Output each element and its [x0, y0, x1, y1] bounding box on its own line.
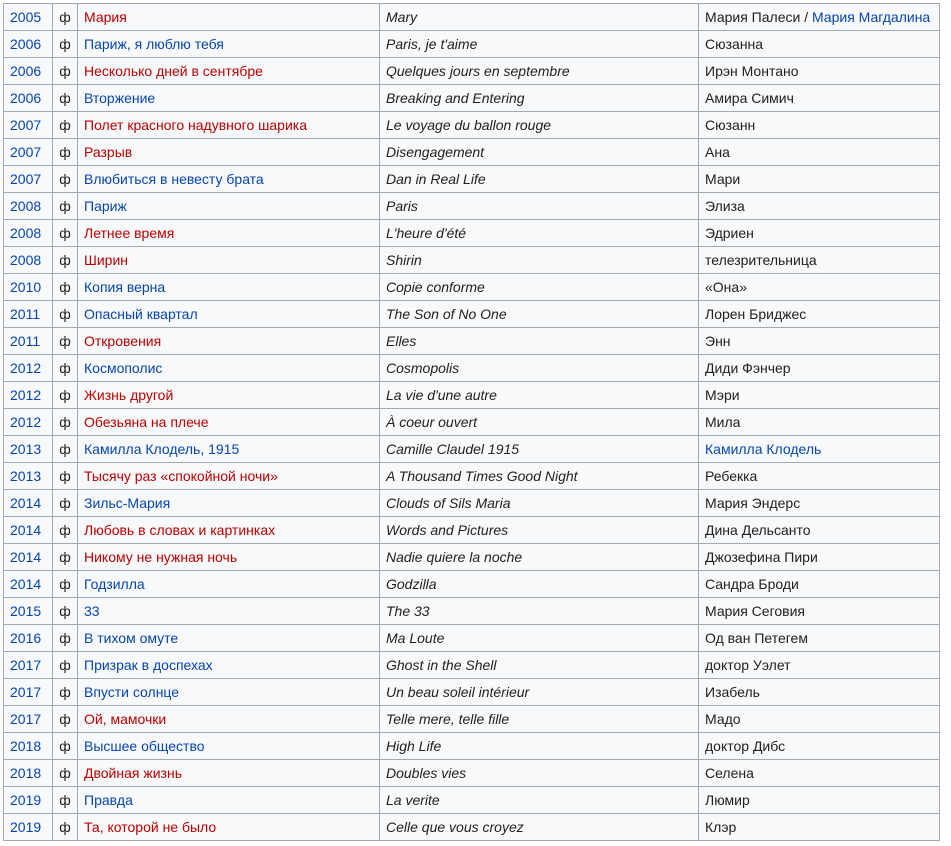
original-title-cell: Camille Claudel 1915: [380, 436, 699, 463]
original-title-cell: The 33: [380, 598, 699, 625]
year-link[interactable]: 2013: [10, 468, 42, 484]
role-cell: [699, 301, 940, 328]
media-type-cell: ф: [53, 787, 78, 814]
role-cell: [699, 247, 940, 274]
film-title-link[interactable]: Впусти солнце: [84, 684, 180, 700]
table-row: [4, 463, 940, 490]
table-row: [4, 652, 940, 679]
media-type-cell: ф: [53, 706, 78, 733]
original-title-cell: Disengagement: [380, 139, 699, 166]
table-row: [4, 598, 940, 625]
year-cell[interactable]: [4, 85, 53, 112]
title-cell[interactable]: [78, 85, 380, 112]
original-title-cell: Elles: [380, 328, 699, 355]
table-row: [4, 193, 940, 220]
role-text: Ирэн Монтано: [705, 63, 799, 79]
year-link[interactable]: 2007: [10, 144, 42, 160]
table-row: [4, 355, 940, 382]
film-title-link[interactable]: Париж: [84, 198, 127, 214]
role-text: Дина Дельсанто: [705, 522, 811, 538]
year-link[interactable]: 2006: [10, 63, 42, 79]
year-cell[interactable]: [4, 787, 53, 814]
original-title-cell: Doubles vies: [380, 760, 699, 787]
year-cell[interactable]: [4, 112, 53, 139]
role-cell: [699, 85, 940, 112]
year-cell[interactable]: [4, 760, 53, 787]
table-row: [4, 301, 940, 328]
film-title-link[interactable]: Призрак в доспехах: [84, 657, 213, 673]
year-link[interactable]: 2018: [10, 765, 42, 781]
title-cell[interactable]: [78, 490, 380, 517]
role-text: Мила: [705, 414, 741, 430]
table-row: [4, 274, 940, 301]
year-cell[interactable]: [4, 58, 53, 85]
year-cell[interactable]: [4, 382, 53, 409]
title-cell[interactable]: [78, 301, 380, 328]
table-row: [4, 760, 940, 787]
year-cell[interactable]: [4, 274, 53, 301]
film-title-link[interactable]: Обезьяна на плече: [84, 414, 209, 430]
year-link[interactable]: 2006: [10, 90, 42, 106]
role-text: Диди Фэнчер: [705, 360, 791, 376]
role-text: Сюзанна: [705, 36, 764, 52]
role-text: Эдриен: [705, 225, 754, 241]
film-title-link[interactable]: 33: [84, 603, 100, 619]
title-cell[interactable]: [78, 679, 380, 706]
role-text: Сандра Броди: [705, 576, 799, 592]
film-title-link[interactable]: Откровения: [84, 333, 162, 349]
original-title-cell: Ma Loute: [380, 625, 699, 652]
role-cell: [699, 814, 940, 841]
table-row: [4, 706, 940, 733]
title-cell[interactable]: [78, 247, 380, 274]
media-type-cell: ф: [53, 544, 78, 571]
film-title-link[interactable]: Ширин: [84, 252, 128, 268]
original-title-cell: La vie d'une autre: [380, 382, 699, 409]
year-link[interactable]: 2005: [10, 9, 42, 25]
role-cell: [699, 436, 940, 463]
role-text: Мадо: [705, 711, 741, 727]
year-link[interactable]: 2008: [10, 252, 42, 268]
role-cell: [699, 733, 940, 760]
original-title-cell: Breaking and Entering: [380, 85, 699, 112]
filmography-table: [3, 3, 940, 841]
original-title-cell: Mary: [380, 4, 699, 31]
original-title-cell: Clouds of Sils Maria: [380, 490, 699, 517]
title-cell[interactable]: [78, 112, 380, 139]
media-type-cell: ф: [53, 436, 78, 463]
media-type-cell: ф: [53, 4, 78, 31]
film-title-link[interactable]: Ой, мамочки: [84, 711, 167, 727]
year-cell[interactable]: [4, 490, 53, 517]
media-type-cell: ф: [53, 517, 78, 544]
role-cell: [699, 382, 940, 409]
film-title-link[interactable]: Разрыв: [84, 144, 133, 160]
year-link[interactable]: 2011: [10, 333, 41, 349]
original-title-cell: A Thousand Times Good Night: [380, 463, 699, 490]
role-text: Ана: [705, 144, 730, 160]
role-text: Мария Палеси /: [705, 9, 812, 25]
role-cell: [699, 409, 940, 436]
film-title-link[interactable]: Опасный квартал: [84, 306, 198, 322]
year-cell[interactable]: [4, 463, 53, 490]
year-cell[interactable]: [4, 652, 53, 679]
role-text: Мария Эндерс: [705, 495, 801, 511]
title-cell[interactable]: [78, 787, 380, 814]
role-cell: [699, 760, 940, 787]
role-cell: [699, 139, 940, 166]
original-title-cell: Telle mere, telle fille: [380, 706, 699, 733]
year-cell[interactable]: [4, 4, 53, 31]
film-title-link[interactable]: Влюбиться в невесту брата: [84, 171, 264, 187]
media-type-cell: ф: [53, 733, 78, 760]
media-type-cell: ф: [53, 463, 78, 490]
title-cell[interactable]: [78, 409, 380, 436]
film-title-link[interactable]: Зильс-Мария: [84, 495, 171, 511]
original-title-cell: High Life: [380, 733, 699, 760]
media-type-cell: ф: [53, 760, 78, 787]
title-cell[interactable]: [78, 274, 380, 301]
title-cell[interactable]: [78, 139, 380, 166]
title-cell[interactable]: [78, 517, 380, 544]
original-title-cell: Cosmopolis: [380, 355, 699, 382]
table-row: [4, 625, 940, 652]
table-row: [4, 382, 940, 409]
title-cell[interactable]: [78, 328, 380, 355]
role-cell: [699, 598, 940, 625]
role-text: Мари: [705, 171, 741, 187]
role-text: Сюзанн: [705, 117, 756, 133]
film-title-link[interactable]: Жизнь другой: [84, 387, 174, 403]
year-cell[interactable]: [4, 544, 53, 571]
media-type-cell: ф: [53, 58, 78, 85]
year-link[interactable]: 2008: [10, 225, 42, 241]
film-title-link[interactable]: Мария: [84, 9, 127, 25]
role-text: Энн: [705, 333, 731, 349]
media-type-cell: ф: [53, 274, 78, 301]
year-link[interactable]: 2007: [10, 117, 42, 133]
year-link[interactable]: 2011: [10, 306, 41, 322]
original-title-cell: Nadie quiere la noche: [380, 544, 699, 571]
year-cell[interactable]: [4, 679, 53, 706]
original-title-cell: Dan in Real Life: [380, 166, 699, 193]
year-cell[interactable]: [4, 247, 53, 274]
year-link[interactable]: 2015: [10, 603, 42, 619]
media-type-cell: ф: [53, 328, 78, 355]
table-row: [4, 733, 940, 760]
media-type-cell: ф: [53, 301, 78, 328]
media-type-cell: ф: [53, 355, 78, 382]
title-cell[interactable]: [78, 220, 380, 247]
title-cell[interactable]: [78, 571, 380, 598]
title-cell[interactable]: [78, 193, 380, 220]
table-row: [4, 787, 940, 814]
original-title-cell: Le voyage du ballon rouge: [380, 112, 699, 139]
role-cell: [699, 193, 940, 220]
role-cell: [699, 571, 940, 598]
year-cell[interactable]: [4, 328, 53, 355]
title-cell[interactable]: [78, 382, 380, 409]
title-cell[interactable]: [78, 733, 380, 760]
table-row: [4, 328, 940, 355]
table-row: [4, 85, 940, 112]
year-link[interactable]: 2014: [10, 549, 42, 565]
year-link[interactable]: 2019: [10, 819, 42, 835]
title-cell[interactable]: [78, 463, 380, 490]
role-cell: [699, 58, 940, 85]
table-row: [4, 436, 940, 463]
film-title-link[interactable]: Любовь в словах и картинках: [84, 522, 276, 538]
year-cell[interactable]: [4, 733, 53, 760]
year-cell[interactable]: [4, 220, 53, 247]
year-link[interactable]: 2017: [10, 657, 42, 673]
year-link[interactable]: 2007: [10, 171, 42, 187]
role-text: Лорен Бриджес: [705, 306, 807, 322]
title-cell[interactable]: [78, 544, 380, 571]
role-text: «Она»: [705, 279, 747, 295]
media-type-cell: ф: [53, 112, 78, 139]
original-title-cell: L'heure d'été: [380, 220, 699, 247]
table-row: [4, 4, 940, 31]
media-type-cell: ф: [53, 382, 78, 409]
table-row: [4, 409, 940, 436]
original-title-cell: Quelques jours en septembre: [380, 58, 699, 85]
media-type-cell: ф: [53, 409, 78, 436]
original-title-cell: Paris, je t'aime: [380, 31, 699, 58]
role-cell: [699, 274, 940, 301]
role-cell: [699, 679, 940, 706]
role-cell: [699, 625, 940, 652]
title-cell[interactable]: [78, 166, 380, 193]
role-text: доктор Уэлет: [705, 657, 791, 673]
title-cell[interactable]: [78, 4, 380, 31]
title-cell[interactable]: [78, 814, 380, 841]
role-cell: [699, 31, 940, 58]
role-text: Клэр: [705, 819, 737, 835]
original-title-cell: Ghost in the Shell: [380, 652, 699, 679]
role-cell: [699, 706, 940, 733]
table-row: [4, 139, 940, 166]
original-title-cell: La verite: [380, 787, 699, 814]
film-title-link[interactable]: Космополис: [84, 360, 163, 376]
table-row: [4, 814, 940, 841]
role-cell: [699, 652, 940, 679]
year-cell[interactable]: [4, 625, 53, 652]
film-title-link[interactable]: Тысячу раз «спокойной ночи»: [84, 468, 278, 484]
year-link[interactable]: 2012: [10, 360, 42, 376]
role-cell: [699, 112, 940, 139]
film-title-link[interactable]: Полет красного надувного шарика: [84, 117, 307, 133]
original-title-cell: Un beau soleil intérieur: [380, 679, 699, 706]
year-cell[interactable]: [4, 301, 53, 328]
year-cell[interactable]: [4, 436, 53, 463]
original-title-cell: Shirin: [380, 247, 699, 274]
title-cell[interactable]: [78, 58, 380, 85]
film-title-link[interactable]: Правда: [84, 792, 133, 808]
media-type-cell: ф: [53, 247, 78, 274]
film-title-link[interactable]: Та, которой не было: [84, 819, 217, 835]
media-type-cell: ф: [53, 598, 78, 625]
year-link[interactable]: 2006: [10, 36, 42, 52]
role-cell: [699, 517, 940, 544]
media-type-cell: ф: [53, 652, 78, 679]
table-row: [4, 679, 940, 706]
title-cell[interactable]: [78, 706, 380, 733]
title-cell[interactable]: [78, 355, 380, 382]
media-type-cell: ф: [53, 571, 78, 598]
title-cell[interactable]: [78, 760, 380, 787]
film-title-link[interactable]: Копия верна: [84, 279, 166, 295]
year-link[interactable]: 2014: [10, 576, 42, 592]
media-type-cell: ф: [53, 193, 78, 220]
role-cell: [699, 355, 940, 382]
film-title-link[interactable]: Высшее общество: [84, 738, 205, 754]
year-link[interactable]: 2016: [10, 630, 42, 646]
role-cell: [699, 463, 940, 490]
role-link[interactable]: Камилла Клодель: [705, 441, 822, 457]
film-title-link[interactable]: Годзилла: [84, 576, 145, 592]
role-text: Амира Симич: [705, 90, 794, 106]
year-link[interactable]: 2008: [10, 198, 42, 214]
film-title-link[interactable]: Никому не нужная ночь: [84, 549, 238, 565]
media-type-cell: ф: [53, 220, 78, 247]
role-cell: [699, 220, 940, 247]
film-title-link[interactable]: Двойная жизнь: [84, 765, 182, 781]
film-title-link[interactable]: Париж, я люблю тебя: [84, 36, 224, 52]
table-row: [4, 112, 940, 139]
role-text: Мария Сеговия: [705, 603, 806, 619]
year-cell[interactable]: [4, 166, 53, 193]
year-link[interactable]: 2010: [10, 279, 42, 295]
year-link[interactable]: 2013: [10, 441, 42, 457]
year-link[interactable]: 2018: [10, 738, 42, 754]
role-text: Изабель: [705, 684, 760, 700]
media-type-cell: ф: [53, 139, 78, 166]
original-title-cell: Words and Pictures: [380, 517, 699, 544]
film-title-link[interactable]: В тихом омуте: [84, 630, 179, 646]
original-title-cell: À coeur ouvert: [380, 409, 699, 436]
year-link[interactable]: 2012: [10, 414, 42, 430]
title-cell[interactable]: [78, 598, 380, 625]
year-cell[interactable]: [4, 571, 53, 598]
media-type-cell: ф: [53, 166, 78, 193]
year-cell[interactable]: [4, 598, 53, 625]
media-type-cell: ф: [53, 85, 78, 112]
title-cell[interactable]: [78, 436, 380, 463]
year-link[interactable]: 2017: [10, 684, 42, 700]
table-row: [4, 490, 940, 517]
film-title-link[interactable]: Летнее время: [84, 225, 175, 241]
year-link[interactable]: 2014: [10, 495, 42, 511]
role-cell: [699, 787, 940, 814]
table-row: [4, 166, 940, 193]
table-row: [4, 571, 940, 598]
year-cell[interactable]: [4, 409, 53, 436]
year-cell[interactable]: [4, 355, 53, 382]
role-cell: [699, 490, 940, 517]
film-title-link[interactable]: Вторжение: [84, 90, 156, 106]
original-title-cell: Celle que vous croyez: [380, 814, 699, 841]
year-cell[interactable]: [4, 517, 53, 544]
table-row: [4, 247, 940, 274]
role-cell: [699, 166, 940, 193]
media-type-cell: ф: [53, 31, 78, 58]
role-text: Элиза: [705, 198, 745, 214]
table-row: [4, 220, 940, 247]
role-text: Люмир: [705, 792, 750, 808]
film-title-link[interactable]: Несколько дней в сентябре: [84, 63, 263, 79]
role-text: Джозефина Пири: [705, 549, 818, 565]
role-cell: [699, 4, 940, 31]
original-title-cell: The Son of No One: [380, 301, 699, 328]
role-link[interactable]: Мария Магдалина: [811, 9, 931, 25]
table-row: [4, 517, 940, 544]
year-link[interactable]: 2017: [10, 711, 42, 727]
original-title-cell: Copie conforme: [380, 274, 699, 301]
year-link[interactable]: 2019: [10, 792, 42, 808]
table-row: [4, 58, 940, 85]
role-text: доктор Дибс: [705, 738, 786, 754]
original-title-cell: Paris: [380, 193, 699, 220]
role-text: Мэри: [705, 387, 740, 403]
table-row: [4, 31, 940, 58]
original-title-cell: Godzilla: [380, 571, 699, 598]
year-link[interactable]: 2012: [10, 387, 42, 403]
year-cell[interactable]: [4, 706, 53, 733]
filmography-rows: [4, 4, 940, 841]
film-title-link[interactable]: Камилла Клодель, 1915: [84, 441, 240, 457]
role-cell: [699, 544, 940, 571]
year-link[interactable]: 2014: [10, 522, 42, 538]
year-cell[interactable]: [4, 814, 53, 841]
title-cell[interactable]: [78, 625, 380, 652]
year-cell[interactable]: [4, 139, 53, 166]
table-row: [4, 544, 940, 571]
role-cell: [699, 328, 940, 355]
media-type-cell: ф: [53, 814, 78, 841]
role-text: Ребекка: [705, 468, 758, 484]
media-type-cell: ф: [53, 490, 78, 517]
title-cell[interactable]: [78, 652, 380, 679]
year-cell[interactable]: [4, 31, 53, 58]
role-text: телезрительница: [705, 252, 817, 268]
role-text: Селена: [705, 765, 754, 781]
title-cell[interactable]: [78, 31, 380, 58]
media-type-cell: ф: [53, 625, 78, 652]
role-text: Од ван Петегем: [705, 630, 808, 646]
year-cell[interactable]: [4, 193, 53, 220]
media-type-cell: ф: [53, 679, 78, 706]
